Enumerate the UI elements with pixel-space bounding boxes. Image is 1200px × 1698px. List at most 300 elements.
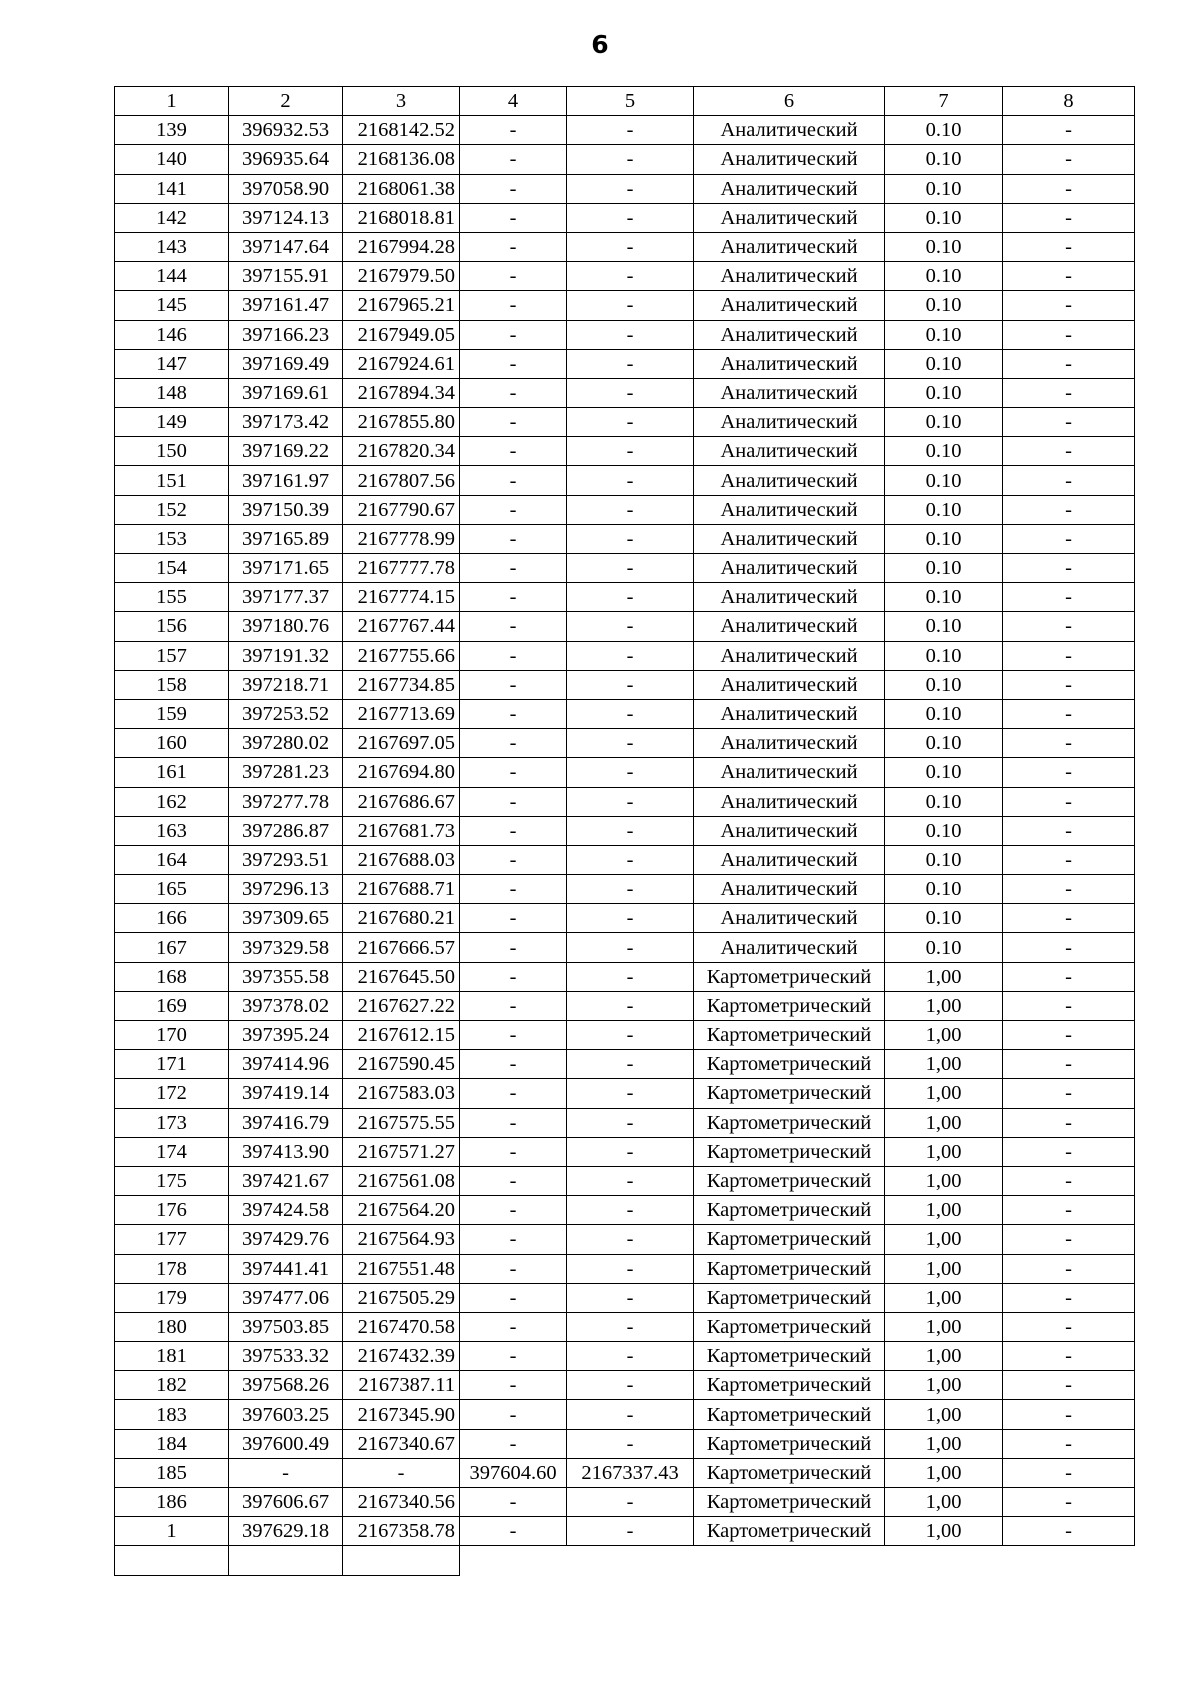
cell-accuracy: 7 bbox=[885, 87, 1003, 116]
cell-point-number: 170 bbox=[115, 1021, 229, 1050]
cell-new-x-coordinate: - bbox=[460, 116, 567, 145]
cell-new-x-coordinate: - bbox=[460, 203, 567, 232]
cell-point-number: 1 bbox=[115, 87, 229, 116]
cell-accuracy: 0.10 bbox=[885, 904, 1003, 933]
cell-new-x-coordinate: - bbox=[460, 933, 567, 962]
cell-accuracy: 0.10 bbox=[885, 583, 1003, 612]
cell-new-x-coordinate: - bbox=[460, 554, 567, 583]
cell-point-number: 165 bbox=[115, 875, 229, 904]
cell-point-number: 175 bbox=[115, 1166, 229, 1195]
cell-accuracy: 0.10 bbox=[885, 203, 1003, 232]
cell-method: Аналитический bbox=[694, 378, 885, 407]
cell-new-y-coordinate: - bbox=[567, 232, 694, 261]
cell-new-x-coordinate: - bbox=[460, 1488, 567, 1517]
cell-y-coordinate: 2167345.90 bbox=[343, 1400, 460, 1429]
cell-description: - bbox=[1003, 612, 1135, 641]
cell-description: - bbox=[1003, 1400, 1135, 1429]
cell-accuracy: 0.10 bbox=[885, 787, 1003, 816]
cell-point-number: 186 bbox=[115, 1488, 229, 1517]
table-row bbox=[115, 816, 1135, 845]
cell-y-coordinate: 2167807.56 bbox=[343, 466, 460, 495]
cell-method: Картометрический bbox=[694, 1050, 885, 1079]
cell-new-x-coordinate: - bbox=[460, 962, 567, 991]
cell-x-coordinate: 397147.64 bbox=[229, 232, 343, 261]
cell-x-coordinate: 397277.78 bbox=[229, 787, 343, 816]
cell-y-coordinate: 2167583.03 bbox=[343, 1079, 460, 1108]
cell-accuracy: 0.10 bbox=[885, 378, 1003, 407]
cell-new-y-coordinate: - bbox=[567, 1166, 694, 1195]
cell-new-y-coordinate: - bbox=[567, 1400, 694, 1429]
cell-x-coordinate: 397568.26 bbox=[229, 1371, 343, 1400]
cell-point-number: 163 bbox=[115, 816, 229, 845]
cell-description: - bbox=[1003, 320, 1135, 349]
cell-method: Аналитический bbox=[694, 699, 885, 728]
cell-new-x-coordinate: - bbox=[460, 349, 567, 378]
table-row bbox=[115, 699, 1135, 728]
cell-x-coordinate: 397503.85 bbox=[229, 1312, 343, 1341]
cell-method: Картометрический bbox=[694, 1312, 885, 1341]
cell-point-number: 166 bbox=[115, 904, 229, 933]
cell-method: Аналитический bbox=[694, 116, 885, 145]
cell-new-y-coordinate: - bbox=[567, 991, 694, 1020]
cell-method: Картометрический bbox=[694, 1371, 885, 1400]
cell-new-y-coordinate: - bbox=[567, 1312, 694, 1341]
cell-accuracy: 1,00 bbox=[885, 1079, 1003, 1108]
cell-description: - bbox=[1003, 845, 1135, 874]
cell-new-x-coordinate: - bbox=[460, 524, 567, 553]
table-row bbox=[115, 291, 1135, 320]
cell-description: - bbox=[1003, 349, 1135, 378]
cell-new-x-coordinate: - bbox=[460, 1429, 567, 1458]
cell-x-coordinate: 397171.65 bbox=[229, 554, 343, 583]
cell-point-number: 159 bbox=[115, 699, 229, 728]
cell-accuracy: 0.10 bbox=[885, 116, 1003, 145]
table-row bbox=[115, 1517, 1135, 1546]
cell-new-y-coordinate: - bbox=[567, 320, 694, 349]
cell-x-coordinate: 397286.87 bbox=[229, 816, 343, 845]
cell-y-coordinate: 2167777.78 bbox=[343, 554, 460, 583]
cell-point-number: 139 bbox=[115, 116, 229, 145]
cell-description: - bbox=[1003, 1254, 1135, 1283]
cell-x-coordinate: 397253.52 bbox=[229, 699, 343, 728]
cell-method: Аналитический bbox=[694, 904, 885, 933]
cell-description: - bbox=[1003, 437, 1135, 466]
cell-description: - bbox=[1003, 699, 1135, 728]
cell-point-number: 152 bbox=[115, 495, 229, 524]
cell-accuracy: 1,00 bbox=[885, 1342, 1003, 1371]
cell-accuracy: 0.10 bbox=[885, 232, 1003, 261]
cell-method: Картометрический bbox=[694, 1517, 885, 1546]
empty-cell bbox=[343, 1546, 460, 1575]
cell-new-x-coordinate: - bbox=[460, 1079, 567, 1108]
table-row bbox=[115, 1400, 1135, 1429]
cell-description: - bbox=[1003, 933, 1135, 962]
cell-y-coordinate: 2167894.34 bbox=[343, 378, 460, 407]
cell-description: - bbox=[1003, 1342, 1135, 1371]
table-row bbox=[115, 1050, 1135, 1079]
cell-accuracy: 1,00 bbox=[885, 1400, 1003, 1429]
cell-new-x-coordinate: - bbox=[460, 758, 567, 787]
table-row bbox=[115, 1371, 1135, 1400]
cell-y-coordinate: 2167734.85 bbox=[343, 670, 460, 699]
cell-method: Аналитический bbox=[694, 729, 885, 758]
cell-accuracy: 1,00 bbox=[885, 1371, 1003, 1400]
cell-description: - bbox=[1003, 1196, 1135, 1225]
cell-accuracy: 0.10 bbox=[885, 174, 1003, 203]
cell-accuracy: 1,00 bbox=[885, 991, 1003, 1020]
cell-method: Аналитический bbox=[694, 845, 885, 874]
cell-description: - bbox=[1003, 670, 1135, 699]
cell-x-coordinate: 397413.90 bbox=[229, 1137, 343, 1166]
cell-y-coordinate: 2167571.27 bbox=[343, 1137, 460, 1166]
table-row bbox=[115, 583, 1135, 612]
cell-new-x-coordinate: - bbox=[460, 1021, 567, 1050]
cell-description: - bbox=[1003, 904, 1135, 933]
table-row bbox=[115, 554, 1135, 583]
cell-x-coordinate: 397378.02 bbox=[229, 991, 343, 1020]
cell-x-coordinate: 397191.32 bbox=[229, 641, 343, 670]
table-row bbox=[115, 1079, 1135, 1108]
cell-point-number: 180 bbox=[115, 1312, 229, 1341]
cell-new-x-coordinate: - bbox=[460, 495, 567, 524]
cell-new-y-coordinate: - bbox=[567, 349, 694, 378]
table-row bbox=[115, 174, 1135, 203]
table-row bbox=[115, 1488, 1135, 1517]
cell-y-coordinate: 2167666.57 bbox=[343, 933, 460, 962]
cell-new-y-coordinate: - bbox=[567, 408, 694, 437]
cell-point-number: 157 bbox=[115, 641, 229, 670]
cell-method: Аналитический bbox=[694, 349, 885, 378]
cell-y-coordinate: 2167561.08 bbox=[343, 1166, 460, 1195]
cell-point-number: 147 bbox=[115, 349, 229, 378]
cell-new-y-coordinate: - bbox=[567, 1429, 694, 1458]
cell-new-x-coordinate: - bbox=[460, 1050, 567, 1079]
cell-description: - bbox=[1003, 495, 1135, 524]
cell-description: - bbox=[1003, 232, 1135, 261]
cell-description: - bbox=[1003, 466, 1135, 495]
cell-accuracy: 1,00 bbox=[885, 1137, 1003, 1166]
cell-description: - bbox=[1003, 378, 1135, 407]
cell-method: Аналитический bbox=[694, 495, 885, 524]
cell-description: - bbox=[1003, 962, 1135, 991]
cell-method: Картометрический bbox=[694, 1283, 885, 1312]
cell-new-y-coordinate: - bbox=[567, 145, 694, 174]
cell-new-x-coordinate: - bbox=[460, 991, 567, 1020]
cell-accuracy: 1,00 bbox=[885, 1458, 1003, 1487]
cell-new-y-coordinate: - bbox=[567, 554, 694, 583]
cell-description: 8 bbox=[1003, 87, 1135, 116]
cell-y-coordinate: 2167979.50 bbox=[343, 262, 460, 291]
cell-new-x-coordinate: - bbox=[460, 729, 567, 758]
cell-new-x-coordinate: - bbox=[460, 1254, 567, 1283]
cell-y-coordinate: 2167645.50 bbox=[343, 962, 460, 991]
cell-y-coordinate: 2167432.39 bbox=[343, 1342, 460, 1371]
cell-accuracy: 0.10 bbox=[885, 291, 1003, 320]
cell-new-y-coordinate: - bbox=[567, 758, 694, 787]
cell-description: - bbox=[1003, 1429, 1135, 1458]
cell-new-x-coordinate: - bbox=[460, 875, 567, 904]
cell-method: Картометрический bbox=[694, 1196, 885, 1225]
table-row bbox=[115, 729, 1135, 758]
cell-new-y-coordinate: - bbox=[567, 1254, 694, 1283]
cell-new-y-coordinate: - bbox=[567, 262, 694, 291]
cell-description: - bbox=[1003, 1050, 1135, 1079]
cell-x-coordinate: 397429.76 bbox=[229, 1225, 343, 1254]
cell-new-y-coordinate: - bbox=[567, 933, 694, 962]
cell-description: - bbox=[1003, 729, 1135, 758]
cell-y-coordinate: 2167767.44 bbox=[343, 612, 460, 641]
cell-accuracy: 1,00 bbox=[885, 1312, 1003, 1341]
cell-x-coordinate: 397180.76 bbox=[229, 612, 343, 641]
table-row bbox=[115, 1254, 1135, 1283]
header-row bbox=[115, 87, 1135, 116]
cell-accuracy: 1,00 bbox=[885, 1488, 1003, 1517]
cell-method: Аналитический bbox=[694, 437, 885, 466]
cell-point-number: 169 bbox=[115, 991, 229, 1020]
cell-point-number: 181 bbox=[115, 1342, 229, 1371]
cell-method: Аналитический bbox=[694, 262, 885, 291]
cell-point-number: 148 bbox=[115, 378, 229, 407]
cell-new-y-coordinate: - bbox=[567, 962, 694, 991]
cell-method: Аналитический bbox=[694, 408, 885, 437]
cell-description: - bbox=[1003, 1137, 1135, 1166]
table-row bbox=[115, 991, 1135, 1020]
cell-new-x-coordinate: 4 bbox=[460, 87, 567, 116]
cell-y-coordinate: 2167564.20 bbox=[343, 1196, 460, 1225]
cell-method: Картометрический bbox=[694, 1079, 885, 1108]
cell-point-number: 178 bbox=[115, 1254, 229, 1283]
cell-method: Аналитический bbox=[694, 583, 885, 612]
cell-point-number: 151 bbox=[115, 466, 229, 495]
cell-new-y-coordinate: - bbox=[567, 378, 694, 407]
cell-accuracy: 1,00 bbox=[885, 1050, 1003, 1079]
cell-description: - bbox=[1003, 875, 1135, 904]
cell-description: - bbox=[1003, 1517, 1135, 1546]
cell-point-number: 145 bbox=[115, 291, 229, 320]
cell-new-x-coordinate: - bbox=[460, 408, 567, 437]
cell-new-y-coordinate: - bbox=[567, 1517, 694, 1546]
cell-method: Картометрический bbox=[694, 1021, 885, 1050]
cell-x-coordinate: - bbox=[229, 1458, 343, 1487]
table-row bbox=[115, 1283, 1135, 1312]
cell-description: - bbox=[1003, 1488, 1135, 1517]
cell-description: - bbox=[1003, 816, 1135, 845]
cell-description: - bbox=[1003, 1166, 1135, 1195]
cell-new-y-coordinate: - bbox=[567, 845, 694, 874]
empty-row bbox=[115, 1546, 1135, 1575]
cell-new-x-coordinate: - bbox=[460, 787, 567, 816]
cell-method: Аналитический bbox=[694, 524, 885, 553]
cell-point-number: 158 bbox=[115, 670, 229, 699]
cell-new-y-coordinate: - bbox=[567, 1050, 694, 1079]
cell-method: Аналитический bbox=[694, 291, 885, 320]
cell-method: 6 bbox=[694, 87, 885, 116]
cell-new-x-coordinate: - bbox=[460, 1517, 567, 1546]
cell-point-number: 143 bbox=[115, 232, 229, 261]
cell-accuracy: 1,00 bbox=[885, 1254, 1003, 1283]
cell-new-x-coordinate: - bbox=[460, 1283, 567, 1312]
cell-accuracy: 0.10 bbox=[885, 758, 1003, 787]
cell-new-x-coordinate: - bbox=[460, 1312, 567, 1341]
empty-cell bbox=[229, 1546, 343, 1575]
cell-point-number: 156 bbox=[115, 612, 229, 641]
cell-method: Картометрический bbox=[694, 1137, 885, 1166]
cell-x-coordinate: 397173.42 bbox=[229, 408, 343, 437]
table-row bbox=[115, 612, 1135, 641]
cell-accuracy: 0.10 bbox=[885, 262, 1003, 291]
cell-description: - bbox=[1003, 641, 1135, 670]
cell-y-coordinate: 2168136.08 bbox=[343, 145, 460, 174]
cell-new-x-coordinate: - bbox=[460, 583, 567, 612]
cell-x-coordinate: 397329.58 bbox=[229, 933, 343, 962]
cell-method: Картометрический bbox=[694, 1488, 885, 1517]
cell-description: - bbox=[1003, 291, 1135, 320]
cell-new-x-coordinate: - bbox=[460, 291, 567, 320]
cell-description: - bbox=[1003, 1458, 1135, 1487]
table-row bbox=[115, 904, 1135, 933]
cell-y-coordinate: 2167340.56 bbox=[343, 1488, 460, 1517]
cell-accuracy: 1,00 bbox=[885, 1021, 1003, 1050]
cell-point-number: 1 bbox=[115, 1517, 229, 1546]
cell-y-coordinate: 2167686.67 bbox=[343, 787, 460, 816]
table-row bbox=[115, 1225, 1135, 1254]
cell-accuracy: 0.10 bbox=[885, 699, 1003, 728]
cell-description: - bbox=[1003, 991, 1135, 1020]
cell-accuracy: 1,00 bbox=[885, 1166, 1003, 1195]
cell-description: - bbox=[1003, 203, 1135, 232]
cell-point-number: 142 bbox=[115, 203, 229, 232]
cell-new-x-coordinate: - bbox=[460, 1342, 567, 1371]
cell-accuracy: 1,00 bbox=[885, 1196, 1003, 1225]
cell-y-coordinate: 2167505.29 bbox=[343, 1283, 460, 1312]
cell-new-y-coordinate: - bbox=[567, 466, 694, 495]
cell-method: Картометрический bbox=[694, 1254, 885, 1283]
blank-space bbox=[694, 1546, 885, 1575]
cell-new-x-coordinate: - bbox=[460, 1225, 567, 1254]
cell-accuracy: 0.10 bbox=[885, 466, 1003, 495]
cell-new-y-coordinate: - bbox=[567, 437, 694, 466]
table-row bbox=[115, 495, 1135, 524]
table-row bbox=[115, 1166, 1135, 1195]
table-row bbox=[115, 758, 1135, 787]
cell-method: Аналитический bbox=[694, 466, 885, 495]
cell-y-coordinate: 2167358.78 bbox=[343, 1517, 460, 1546]
cell-accuracy: 0.10 bbox=[885, 349, 1003, 378]
blank-space bbox=[567, 1546, 694, 1575]
cell-y-coordinate: 2168018.81 bbox=[343, 203, 460, 232]
cell-new-x-coordinate: - bbox=[460, 641, 567, 670]
cell-description: - bbox=[1003, 408, 1135, 437]
cell-accuracy: 0.10 bbox=[885, 875, 1003, 904]
cell-method: Картометрический bbox=[694, 962, 885, 991]
cell-new-x-coordinate: - bbox=[460, 378, 567, 407]
cell-new-y-coordinate: - bbox=[567, 1108, 694, 1137]
cell-accuracy: 1,00 bbox=[885, 1108, 1003, 1137]
cell-accuracy: 0.10 bbox=[885, 729, 1003, 758]
cell-x-coordinate: 397419.14 bbox=[229, 1079, 343, 1108]
table-row bbox=[115, 320, 1135, 349]
cell-method: Аналитический bbox=[694, 875, 885, 904]
table-body bbox=[115, 87, 1135, 1576]
cell-point-number: 185 bbox=[115, 1458, 229, 1487]
cell-x-coordinate: 397150.39 bbox=[229, 495, 343, 524]
cell-y-coordinate: 2167855.80 bbox=[343, 408, 460, 437]
cell-new-y-coordinate: - bbox=[567, 670, 694, 699]
cell-y-coordinate: 2167994.28 bbox=[343, 232, 460, 261]
cell-method: Аналитический bbox=[694, 787, 885, 816]
cell-y-coordinate: 2167924.61 bbox=[343, 349, 460, 378]
cell-new-y-coordinate: - bbox=[567, 1283, 694, 1312]
table-row bbox=[115, 349, 1135, 378]
cell-new-y-coordinate: - bbox=[567, 524, 694, 553]
cell-x-coordinate: 397161.47 bbox=[229, 291, 343, 320]
cell-x-coordinate: 396932.53 bbox=[229, 116, 343, 145]
table-row bbox=[115, 466, 1135, 495]
cell-point-number: 164 bbox=[115, 845, 229, 874]
table-row bbox=[115, 1429, 1135, 1458]
cell-point-number: 168 bbox=[115, 962, 229, 991]
table-row bbox=[115, 378, 1135, 407]
cell-new-x-coordinate: - bbox=[460, 904, 567, 933]
cell-point-number: 160 bbox=[115, 729, 229, 758]
cell-y-coordinate: 2167627.22 bbox=[343, 991, 460, 1020]
cell-x-coordinate: 396935.64 bbox=[229, 145, 343, 174]
cell-new-x-coordinate: - bbox=[460, 1108, 567, 1137]
blank-space bbox=[460, 1546, 567, 1575]
cell-accuracy: 0.10 bbox=[885, 641, 1003, 670]
cell-accuracy: 0.10 bbox=[885, 816, 1003, 845]
cell-y-coordinate: 2167564.93 bbox=[343, 1225, 460, 1254]
cell-description: - bbox=[1003, 1079, 1135, 1108]
cell-x-coordinate: 397218.71 bbox=[229, 670, 343, 699]
table-row bbox=[115, 203, 1135, 232]
cell-new-x-coordinate: - bbox=[460, 699, 567, 728]
blank-space bbox=[885, 1546, 1003, 1575]
cell-y-coordinate: 3 bbox=[343, 87, 460, 116]
cell-description: - bbox=[1003, 174, 1135, 203]
cell-x-coordinate: 397296.13 bbox=[229, 875, 343, 904]
cell-x-coordinate: 397166.23 bbox=[229, 320, 343, 349]
cell-new-y-coordinate: - bbox=[567, 1196, 694, 1225]
cell-new-x-coordinate: - bbox=[460, 612, 567, 641]
cell-method: Аналитический bbox=[694, 320, 885, 349]
cell-y-coordinate: 2167688.03 bbox=[343, 845, 460, 874]
cell-method: Картометрический bbox=[694, 1108, 885, 1137]
table-row bbox=[115, 232, 1135, 261]
cell-point-number: 176 bbox=[115, 1196, 229, 1225]
cell-point-number: 172 bbox=[115, 1079, 229, 1108]
cell-point-number: 179 bbox=[115, 1283, 229, 1312]
cell-x-coordinate: 397165.89 bbox=[229, 524, 343, 553]
cell-y-coordinate: 2167774.15 bbox=[343, 583, 460, 612]
cell-description: - bbox=[1003, 758, 1135, 787]
cell-method: Картометрический bbox=[694, 1458, 885, 1487]
cell-x-coordinate: 397293.51 bbox=[229, 845, 343, 874]
cell-x-coordinate: 397280.02 bbox=[229, 729, 343, 758]
cell-y-coordinate: 2167387.11 bbox=[343, 1371, 460, 1400]
cell-method: Аналитический bbox=[694, 670, 885, 699]
cell-accuracy: 0.10 bbox=[885, 408, 1003, 437]
cell-x-coordinate: 397355.58 bbox=[229, 962, 343, 991]
cell-new-y-coordinate: - bbox=[567, 729, 694, 758]
cell-y-coordinate: 2167590.45 bbox=[343, 1050, 460, 1079]
table-row bbox=[115, 1312, 1135, 1341]
cell-description: - bbox=[1003, 1021, 1135, 1050]
cell-new-y-coordinate: - bbox=[567, 1488, 694, 1517]
table-row bbox=[115, 670, 1135, 699]
blank-space bbox=[1003, 1546, 1135, 1575]
cell-description: - bbox=[1003, 262, 1135, 291]
